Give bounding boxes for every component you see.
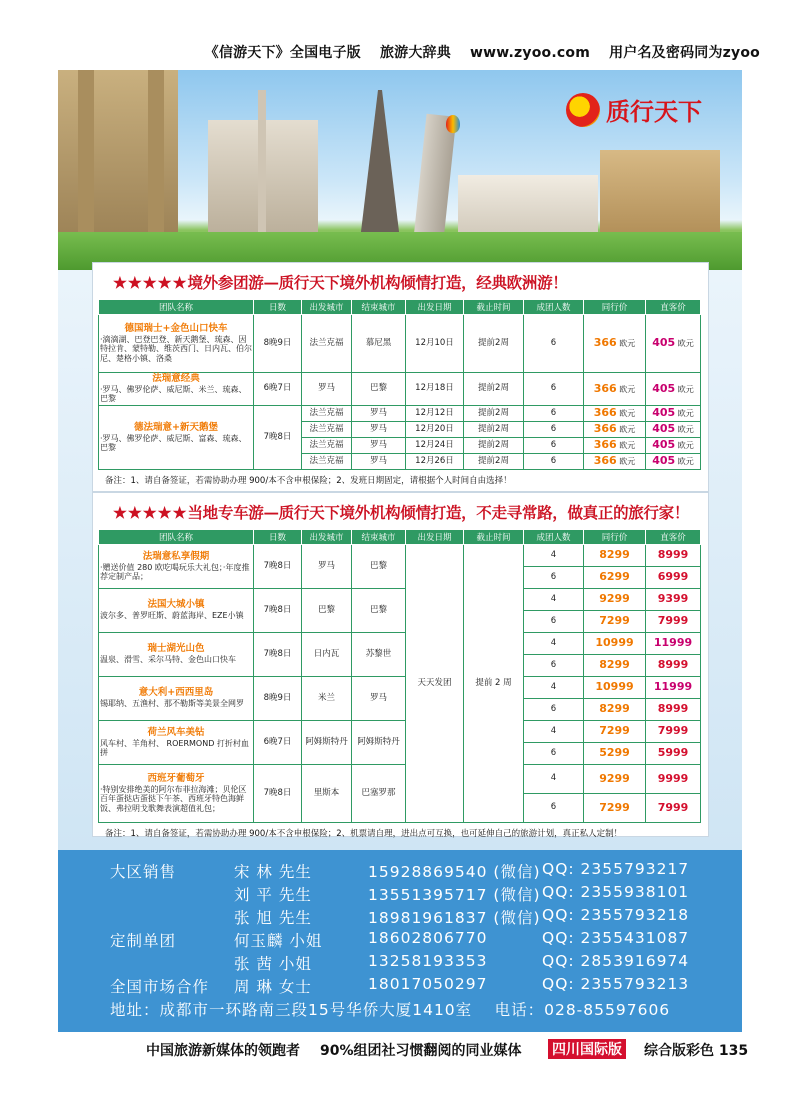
min-people: 6 <box>524 406 584 422</box>
group-tour-table <box>98 299 701 470</box>
min-people: 6 <box>524 454 584 470</box>
team-description: ·滴滴湖、巴登巴登、新天鹅堡、琉森、因特拉肯、蒙特勒、维茨西门、日内瓦、伯尔尼、楚格小镇、洛桑 <box>100 335 252 363</box>
price-value: 405 <box>652 422 676 436</box>
contact-qq[interactable]: QQ: 2355793218 <box>542 906 690 924</box>
to-city: 罗马 <box>352 406 406 422</box>
price-cell <box>646 567 701 589</box>
price-cell <box>646 794 701 823</box>
team-name: 荷兰风车美钻 <box>147 726 205 738</box>
price-cell <box>584 422 646 438</box>
team-name: 意大利+西西里岛 <box>138 687 214 699</box>
page-number: 综合版彩色 135 <box>644 1043 749 1059</box>
group-tour-panel <box>92 262 709 492</box>
price-cell <box>584 743 646 765</box>
contact-name: 张 茜 小姐 <box>234 955 312 973</box>
price-value: 366 <box>593 422 617 436</box>
from-city: 罗马 <box>302 545 352 589</box>
min-people: 4 <box>524 633 584 655</box>
price-cell <box>646 765 701 794</box>
days-cell: 7晚8日 <box>254 545 302 589</box>
magazine-subtitle: 旅游大辞典 <box>379 45 451 61</box>
price-value: 6999 <box>657 570 689 584</box>
depart-date: 12月24日 <box>406 438 464 454</box>
from-city: 法兰克福 <box>302 454 352 470</box>
min-people: 6 <box>524 655 584 677</box>
days-cell: 8晚9日 <box>254 315 302 373</box>
price-unit: 欧元 <box>616 441 636 451</box>
min-people: 6 <box>524 567 584 589</box>
days-cell: 6晚7日 <box>254 373 302 406</box>
price-value: 8999 <box>657 548 689 562</box>
column-header: 同行价 <box>584 530 646 545</box>
contact-name: 周 琳 女士 <box>234 978 312 996</box>
price-value: 11999 <box>653 680 693 694</box>
from-city: 巴黎 <box>302 589 352 633</box>
price-cell <box>646 373 701 406</box>
from-city: 法兰克福 <box>302 315 352 373</box>
price-unit: 欧元 <box>675 441 694 451</box>
price-cell <box>646 406 701 422</box>
contact-role: 定制单团 <box>110 932 177 950</box>
table-row <box>99 677 701 699</box>
price-value: 11999 <box>653 636 693 650</box>
table-row <box>99 545 701 567</box>
from-city: 法兰克福 <box>302 422 352 438</box>
price-value: 405 <box>652 454 676 468</box>
contact-row <box>110 883 742 906</box>
team-name: 法国大城小镇 <box>147 599 205 611</box>
price-unit: 欧元 <box>616 425 636 435</box>
team-description: 温泉、滑雪、采尔马特、金色山口快车 <box>100 655 236 665</box>
table-row <box>99 765 701 794</box>
price-value: 7999 <box>657 800 689 814</box>
team-cell <box>99 373 254 406</box>
deadline: 提前 2 周 <box>464 545 524 823</box>
to-city: 罗马 <box>352 422 406 438</box>
contact-name: 张 旭 先生 <box>234 909 312 927</box>
days-cell: 8晚9日 <box>254 677 302 721</box>
deadline: 提前2周 <box>464 438 524 454</box>
team-description: 风车村、羊角村、 ROERMOND 打折村血拼 <box>100 738 249 757</box>
column-header: 同行价 <box>584 300 646 315</box>
team-description: ·特别安排绝美的阿尔布菲拉海滩；贝伦区百年蛋挞店蛋挞下午茶、西班牙特色海鲜饭、弗拉明戈歌舞表演超值礼包； <box>100 785 247 813</box>
contact-qq[interactable]: QQ: 2355793217 <box>542 860 690 878</box>
contact-name: 刘 平 先生 <box>234 886 312 904</box>
section1-title: ★★★★★境外参团游—质行天下境外机构倾情打造，经典欧洲游！ <box>113 273 568 292</box>
price-cell <box>584 655 646 677</box>
price-value: 8299 <box>599 548 630 562</box>
depart-date: 12月26日 <box>406 454 464 470</box>
min-people: 4 <box>524 765 584 794</box>
price-unit: 欧元 <box>616 384 636 394</box>
column-header: 结束城市 <box>352 530 406 545</box>
depart-date: 12月12日 <box>406 406 464 422</box>
team-description: ·罗马、佛罗伦萨、威尼斯、米兰、琉森、巴黎 <box>100 385 247 404</box>
edition-badge: 四川国际版 <box>548 1039 626 1059</box>
contact-phone[interactable]: 13258193353 <box>368 952 488 970</box>
price-unit: 欧元 <box>616 457 636 467</box>
price-unit: 欧元 <box>675 339 694 349</box>
column-header: 团队名称 <box>99 300 254 315</box>
price-value: 405 <box>652 406 676 420</box>
price-unit: 欧元 <box>675 457 694 467</box>
days-cell: 7晚8日 <box>254 765 302 823</box>
website-url[interactable]: www.zyoo.com <box>470 45 590 61</box>
from-city: 法兰克福 <box>302 406 352 422</box>
contact-role: 全国市场合作 <box>110 978 210 996</box>
banner-image <box>58 70 742 270</box>
price-value: 10999 <box>595 680 634 694</box>
from-city: 日内瓦 <box>302 633 352 677</box>
min-people: 4 <box>524 721 584 743</box>
contact-name: 宋 林 先生 <box>234 863 312 881</box>
from-city: 米兰 <box>302 677 352 721</box>
deadline: 提前2周 <box>464 406 524 422</box>
price-value: 366 <box>593 438 617 452</box>
contact-row <box>110 860 742 883</box>
private-tour-panel <box>92 492 709 837</box>
price-cell <box>584 611 646 633</box>
column-header: 截止时间 <box>464 530 524 545</box>
price-value: 7999 <box>657 614 689 628</box>
price-value: 7299 <box>599 800 630 814</box>
logo-text: 质行天下 <box>606 97 702 126</box>
table-row <box>99 406 701 422</box>
column-header: 成团人数 <box>524 300 584 315</box>
price-cell <box>646 721 701 743</box>
price-unit: 欧元 <box>675 425 694 435</box>
price-value: 405 <box>652 438 676 452</box>
to-city: 罗马 <box>352 438 406 454</box>
price-value: 8999 <box>657 702 689 716</box>
contact-qq[interactable]: QQ: 2355793213 <box>542 975 690 993</box>
section2-note: 备注：1、请自备签证，若需协助办理 900/本不含申根保险；2、机票请自理，进出点可互换，也可延伸自己的旅游计划，真正私人定制！ <box>105 829 623 839</box>
price-value: 8299 <box>599 702 630 716</box>
from-city: 罗马 <box>302 373 352 406</box>
column-header: 成团人数 <box>524 530 584 545</box>
price-cell <box>584 589 646 611</box>
team-cell <box>99 589 254 633</box>
price-cell <box>584 315 646 373</box>
team-name: 西班牙葡萄牙 <box>147 773 205 785</box>
to-city: 巴黎 <box>352 545 406 589</box>
min-people: 6 <box>524 699 584 721</box>
depart-date: 12月10日 <box>406 315 464 373</box>
to-city: 阿姆斯特丹 <box>352 721 406 765</box>
price-cell <box>584 633 646 655</box>
column-header: 直客价 <box>646 300 701 315</box>
contact-qq[interactable]: QQ: 2853916974 <box>542 952 690 970</box>
price-value: 8299 <box>599 658 630 672</box>
column-header: 结束城市 <box>352 300 406 315</box>
min-people: 6 <box>524 315 584 373</box>
price-cell <box>646 545 701 567</box>
price-cell <box>646 589 701 611</box>
price-cell <box>646 633 701 655</box>
price-unit: 欧元 <box>675 384 694 394</box>
column-header: 日数 <box>254 530 302 545</box>
days-cell: 7晚8日 <box>254 589 302 633</box>
private-tour-table <box>98 529 701 823</box>
team-name: 法瑞意经典 <box>152 373 200 385</box>
section1-note: 备注：1、请自备签证，若需协助办理 900/本不含申根保险；2、发班日期固定，请根据个人时间自由选择！ <box>105 476 512 486</box>
address-line: 地址：成都市一环路南三段15号华侨大厦1410室 电话：028-85597606 <box>110 1001 671 1019</box>
section2-title: ★★★★★当地专车游—质行天下境外机构倾情打造，不走寻常路，做真正的旅行家！ <box>113 503 690 522</box>
column-header: 团队名称 <box>99 530 254 545</box>
price-cell <box>646 438 701 454</box>
min-people: 6 <box>524 611 584 633</box>
price-cell <box>584 677 646 699</box>
price-cell <box>584 454 646 470</box>
price-value: 5999 <box>657 746 689 760</box>
contact-qq[interactable]: QQ: 2355938101 <box>542 883 690 901</box>
table-row <box>99 315 701 373</box>
column-header: 出发城市 <box>302 530 352 545</box>
min-people: 4 <box>524 677 584 699</box>
team-cell <box>99 406 254 470</box>
price-value: 405 <box>652 336 676 350</box>
days-cell: 7晚8日 <box>254 406 302 470</box>
to-city: 巴黎 <box>352 373 406 406</box>
price-unit: 欧元 <box>616 409 636 419</box>
price-value: 9299 <box>599 771 630 785</box>
price-value: 6299 <box>599 570 630 584</box>
price-value: 7299 <box>599 724 630 738</box>
team-cell <box>99 765 254 823</box>
team-name: 瑞士湖光山色 <box>147 643 205 655</box>
team-description: ·罗马、佛罗伦萨、威尼斯、富森、琉森、巴黎 <box>100 433 247 452</box>
contact-phone[interactable]: 13551395717 (微信) <box>368 886 541 904</box>
deadline: 提前2周 <box>464 422 524 438</box>
to-city: 罗马 <box>352 677 406 721</box>
team-description: ·赠送价值 280 欧吃喝玩乐大礼包；·年度推荐定制产品； <box>100 562 250 581</box>
price-cell <box>646 677 701 699</box>
column-header: 日数 <box>254 300 302 315</box>
contact-row <box>110 952 742 975</box>
to-city: 巴塞罗那 <box>352 765 406 823</box>
price-cell <box>646 454 701 470</box>
min-people: 6 <box>524 743 584 765</box>
price-unit: 欧元 <box>675 409 694 419</box>
price-value: 7999 <box>657 724 689 738</box>
footer-slogan-2: 90%组团社习惯翻阅的同业媒体 <box>320 1043 522 1059</box>
price-cell <box>646 422 701 438</box>
price-value: 10999 <box>595 636 634 650</box>
price-cell <box>646 655 701 677</box>
from-city: 法兰克福 <box>302 438 352 454</box>
team-cell <box>99 721 254 765</box>
price-value: 9299 <box>599 592 630 606</box>
contact-phone[interactable]: 15928869540 (微信) <box>368 863 541 881</box>
contact-row <box>110 906 742 929</box>
to-city: 罗马 <box>352 454 406 470</box>
contact-qq[interactable]: QQ: 2355431087 <box>542 929 690 947</box>
team-cell <box>99 545 254 589</box>
price-cell <box>584 545 646 567</box>
min-people: 6 <box>524 438 584 454</box>
table-row <box>99 721 701 743</box>
price-value: 366 <box>593 454 617 468</box>
login-hint: 用户名及密码同为zyoo <box>609 45 760 61</box>
team-name: 法瑞意私享假期 <box>142 550 210 562</box>
team-name: 德法瑞意+新天鹅堡 <box>134 421 218 433</box>
footer-slogan-1: 中国旅游新媒体的领跑者 <box>146 1043 300 1059</box>
contact-role: 大区销售 <box>110 863 177 881</box>
contact-phone[interactable]: 18981961837 (微信) <box>368 909 541 927</box>
depart-date: 12月18日 <box>406 373 464 406</box>
team-description: 波尔多、普罗旺斯、蔚蓝海岸、EZE小镇 <box>100 611 244 621</box>
price-value: 8999 <box>657 658 689 672</box>
price-unit: 欧元 <box>616 339 636 349</box>
price-value: 7299 <box>599 614 630 628</box>
column-header: 出发城市 <box>302 300 352 315</box>
price-cell <box>584 438 646 454</box>
min-people: 6 <box>524 794 584 823</box>
price-value: 9399 <box>657 592 689 606</box>
price-value: 366 <box>593 336 617 350</box>
price-cell <box>646 315 701 373</box>
price-cell <box>584 794 646 823</box>
min-people: 4 <box>524 545 584 567</box>
contact-row <box>110 929 742 952</box>
column-header: 出发日期 <box>406 530 464 545</box>
column-header: 截止时间 <box>464 300 524 315</box>
table-row <box>99 633 701 655</box>
days-cell: 7晚8日 <box>254 633 302 677</box>
to-city: 苏黎世 <box>352 633 406 677</box>
table-row <box>99 589 701 611</box>
column-header: 直客价 <box>646 530 701 545</box>
contact-name: 何玉麟 小姐 <box>234 932 323 950</box>
min-people: 6 <box>524 422 584 438</box>
price-cell <box>584 406 646 422</box>
depart-date: 12月20日 <box>406 422 464 438</box>
price-cell <box>584 699 646 721</box>
contact-phone[interactable]: 18017050297 <box>368 975 488 993</box>
magazine-title: 《信游天下》全国电子版 <box>204 45 361 61</box>
min-people: 4 <box>524 589 584 611</box>
price-cell <box>646 699 701 721</box>
price-cell <box>584 567 646 589</box>
deadline: 提前2周 <box>464 454 524 470</box>
price-cell <box>584 765 646 794</box>
logo-mark-icon <box>566 93 600 127</box>
price-value: 405 <box>652 381 676 395</box>
from-city: 阿姆斯特丹 <box>302 721 352 765</box>
deadline: 提前2周 <box>464 315 524 373</box>
team-cell <box>99 315 254 373</box>
price-value: 366 <box>593 406 617 420</box>
team-cell <box>99 633 254 677</box>
column-header: 出发日期 <box>406 300 464 315</box>
days-cell: 6晚7日 <box>254 721 302 765</box>
team-cell <box>99 677 254 721</box>
from-city: 里斯本 <box>302 765 352 823</box>
price-value: 5299 <box>599 746 630 760</box>
to-city: 巴黎 <box>352 589 406 633</box>
price-value: 9999 <box>657 771 689 785</box>
page-header <box>0 42 800 62</box>
min-people: 6 <box>524 373 584 406</box>
contact-row <box>110 975 742 998</box>
price-cell <box>584 721 646 743</box>
price-value: 366 <box>593 381 617 395</box>
to-city: 慕尼黑 <box>352 315 406 373</box>
brand-logo <box>566 92 702 127</box>
deadline: 提前2周 <box>464 373 524 406</box>
contact-block <box>58 850 742 1032</box>
team-name: 德国瑞士+金色山口快车 <box>124 323 228 335</box>
contact-phone[interactable]: 18602806770 <box>368 929 488 947</box>
depart-date: 天天发团 <box>406 545 464 823</box>
price-cell <box>646 611 701 633</box>
table-row <box>99 373 701 406</box>
price-cell <box>646 743 701 765</box>
price-cell <box>584 373 646 406</box>
team-description: 锡耶纳、五渔村、那不勒斯等美景全网罗 <box>100 699 244 709</box>
